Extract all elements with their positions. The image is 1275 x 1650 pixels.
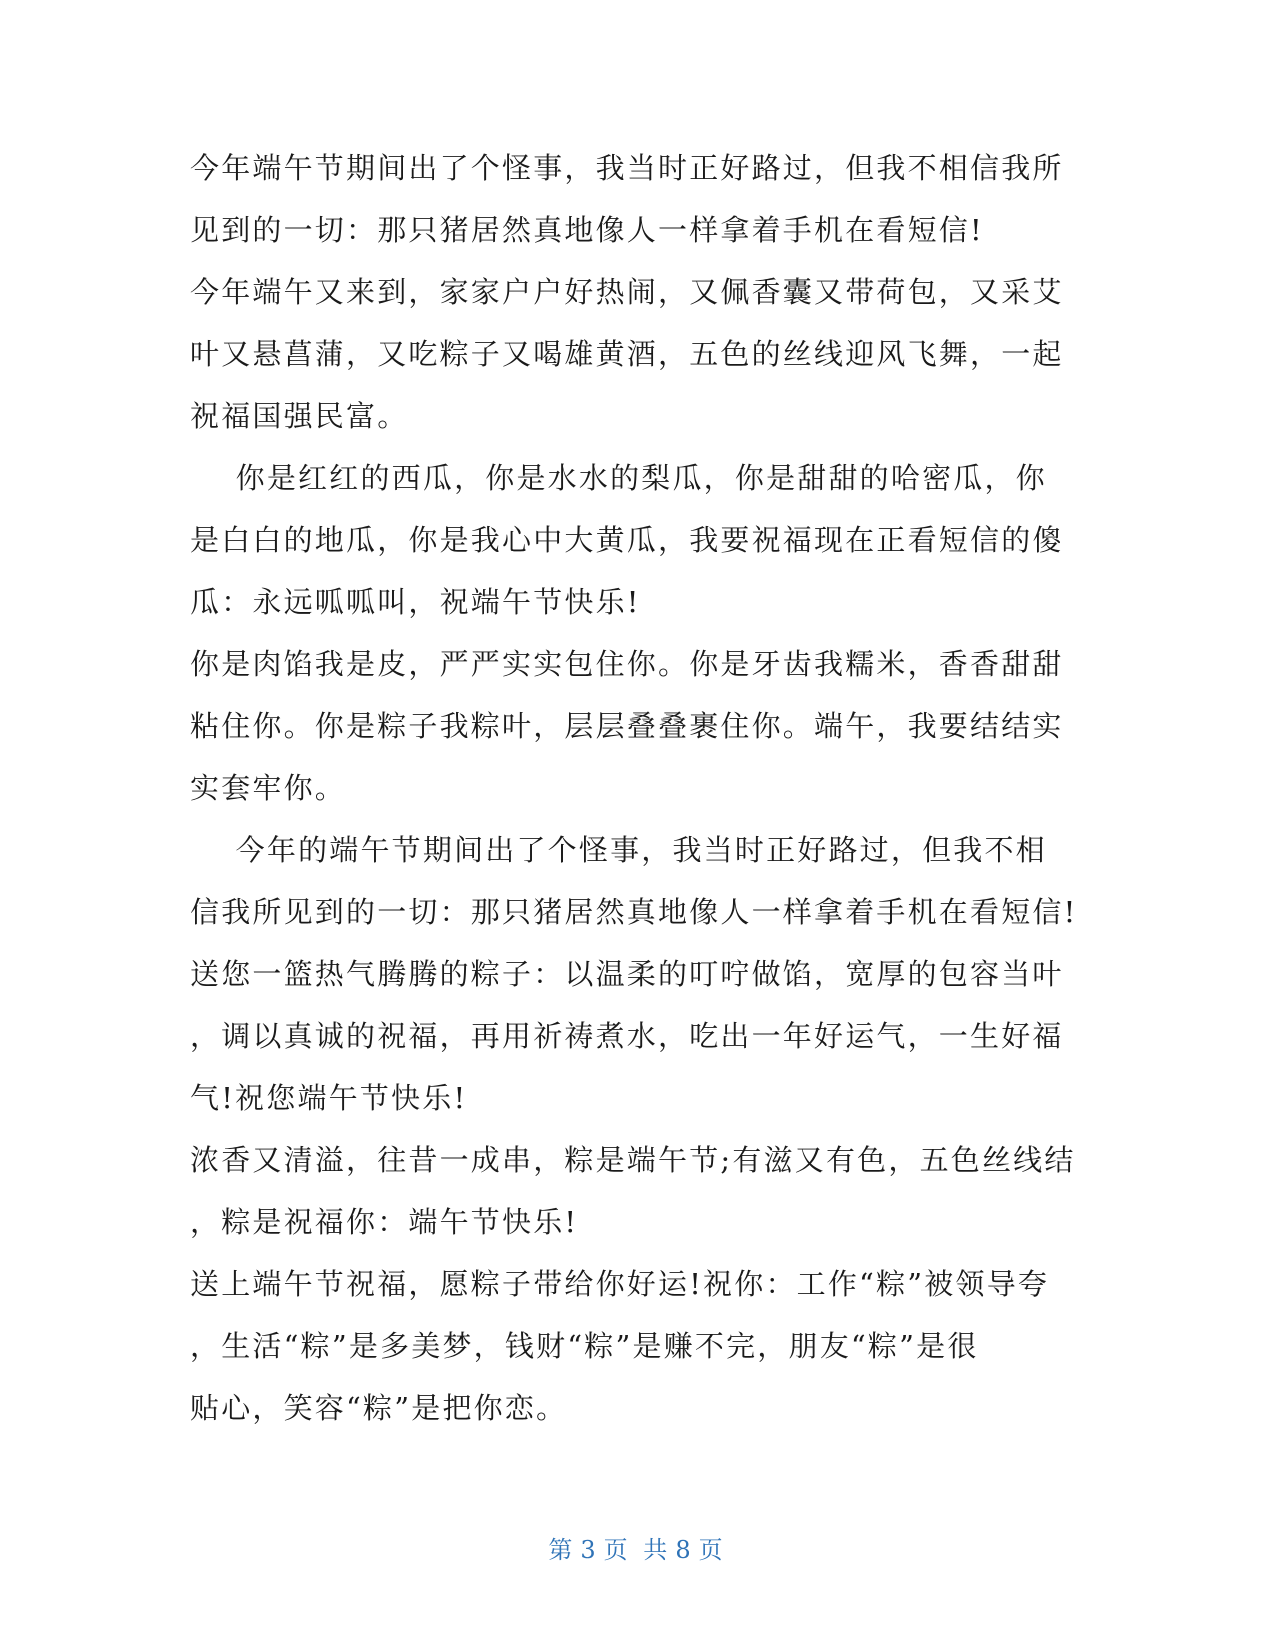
page-footer — [0, 1530, 1275, 1565]
footer-suffix: 页 — [698, 1536, 727, 1564]
text-line: 你是红红的西瓜，你是水水的梨瓜，你是甜甜的哈密瓜，你 — [190, 461, 1047, 495]
text-line: ，调以真诚的祝福，再用祈祷煮水，吃出一年好运气，一生好福 — [190, 1019, 1064, 1053]
text-line: 祝福国强民富。 — [190, 399, 409, 433]
text-line: 是白白的地瓜，你是我心中大黄瓜，我要祝福现在正看短信的傻 — [190, 523, 1064, 557]
document-body — [190, 137, 1078, 1439]
text-line: 瓜：永远呱呱叫，祝端午节快乐! — [190, 585, 641, 619]
text-line: 见到的一切：那只猪居然真地像人一样拿着手机在看短信! — [190, 213, 984, 247]
text-line: 粘住你。你是粽子我粽叶，层层叠叠裹住你。端午，我要结结实 — [190, 709, 1064, 743]
footer-middle: 页 共 — [603, 1536, 672, 1564]
footer-prefix: 第 — [548, 1536, 577, 1564]
text-line: 送上端午节祝福，愿粽子带给你好运!祝你：工作“粽”被领导夸 — [190, 1267, 1050, 1301]
text-line: ，粽是祝福你：端午节快乐! — [190, 1205, 579, 1239]
text-line: 叶又悬菖蒲，又吃粽子又喝雄黄酒，五色的丝线迎风飞舞，一起 — [190, 337, 1064, 371]
text-line: 浓香又清溢，往昔一成串，粽是端午节;有滋又有色，五色丝线结 — [190, 1143, 1076, 1177]
total-pages: 8 — [675, 1536, 695, 1564]
text-line: 今年端午节期间出了个怪事，我当时正好路过，但我不相信我所 — [190, 151, 1064, 185]
text-line: 你是肉馅我是皮，严严实实包住你。你是牙齿我糯米，香香甜甜 — [190, 647, 1064, 681]
text-line: 今年端午又来到，家家户户好热闹，又佩香囊又带荷包，又采艾 — [190, 275, 1064, 309]
text-line: 今年的端午节期间出了个怪事，我当时正好路过，但我不相 — [190, 833, 1047, 867]
page-number: 3 — [580, 1536, 600, 1564]
text-line: 实套牢你。 — [190, 771, 347, 805]
text-line: 送您一篮热气腾腾的粽子：以温柔的叮咛做馅，宽厚的包容当叶 — [190, 957, 1064, 991]
text-line: 贴心，笑容“粽”是把你恋。 — [190, 1391, 568, 1425]
text-line: 信我所见到的一切：那只猪居然真地像人一样拿着手机在看短信! — [190, 895, 1078, 929]
text-line: ，生活“粽”是多美梦，钱财“粽”是赚不完，朋友“粽”是很 — [190, 1329, 979, 1363]
text-line: 气!祝您端午节快乐! — [190, 1081, 468, 1115]
